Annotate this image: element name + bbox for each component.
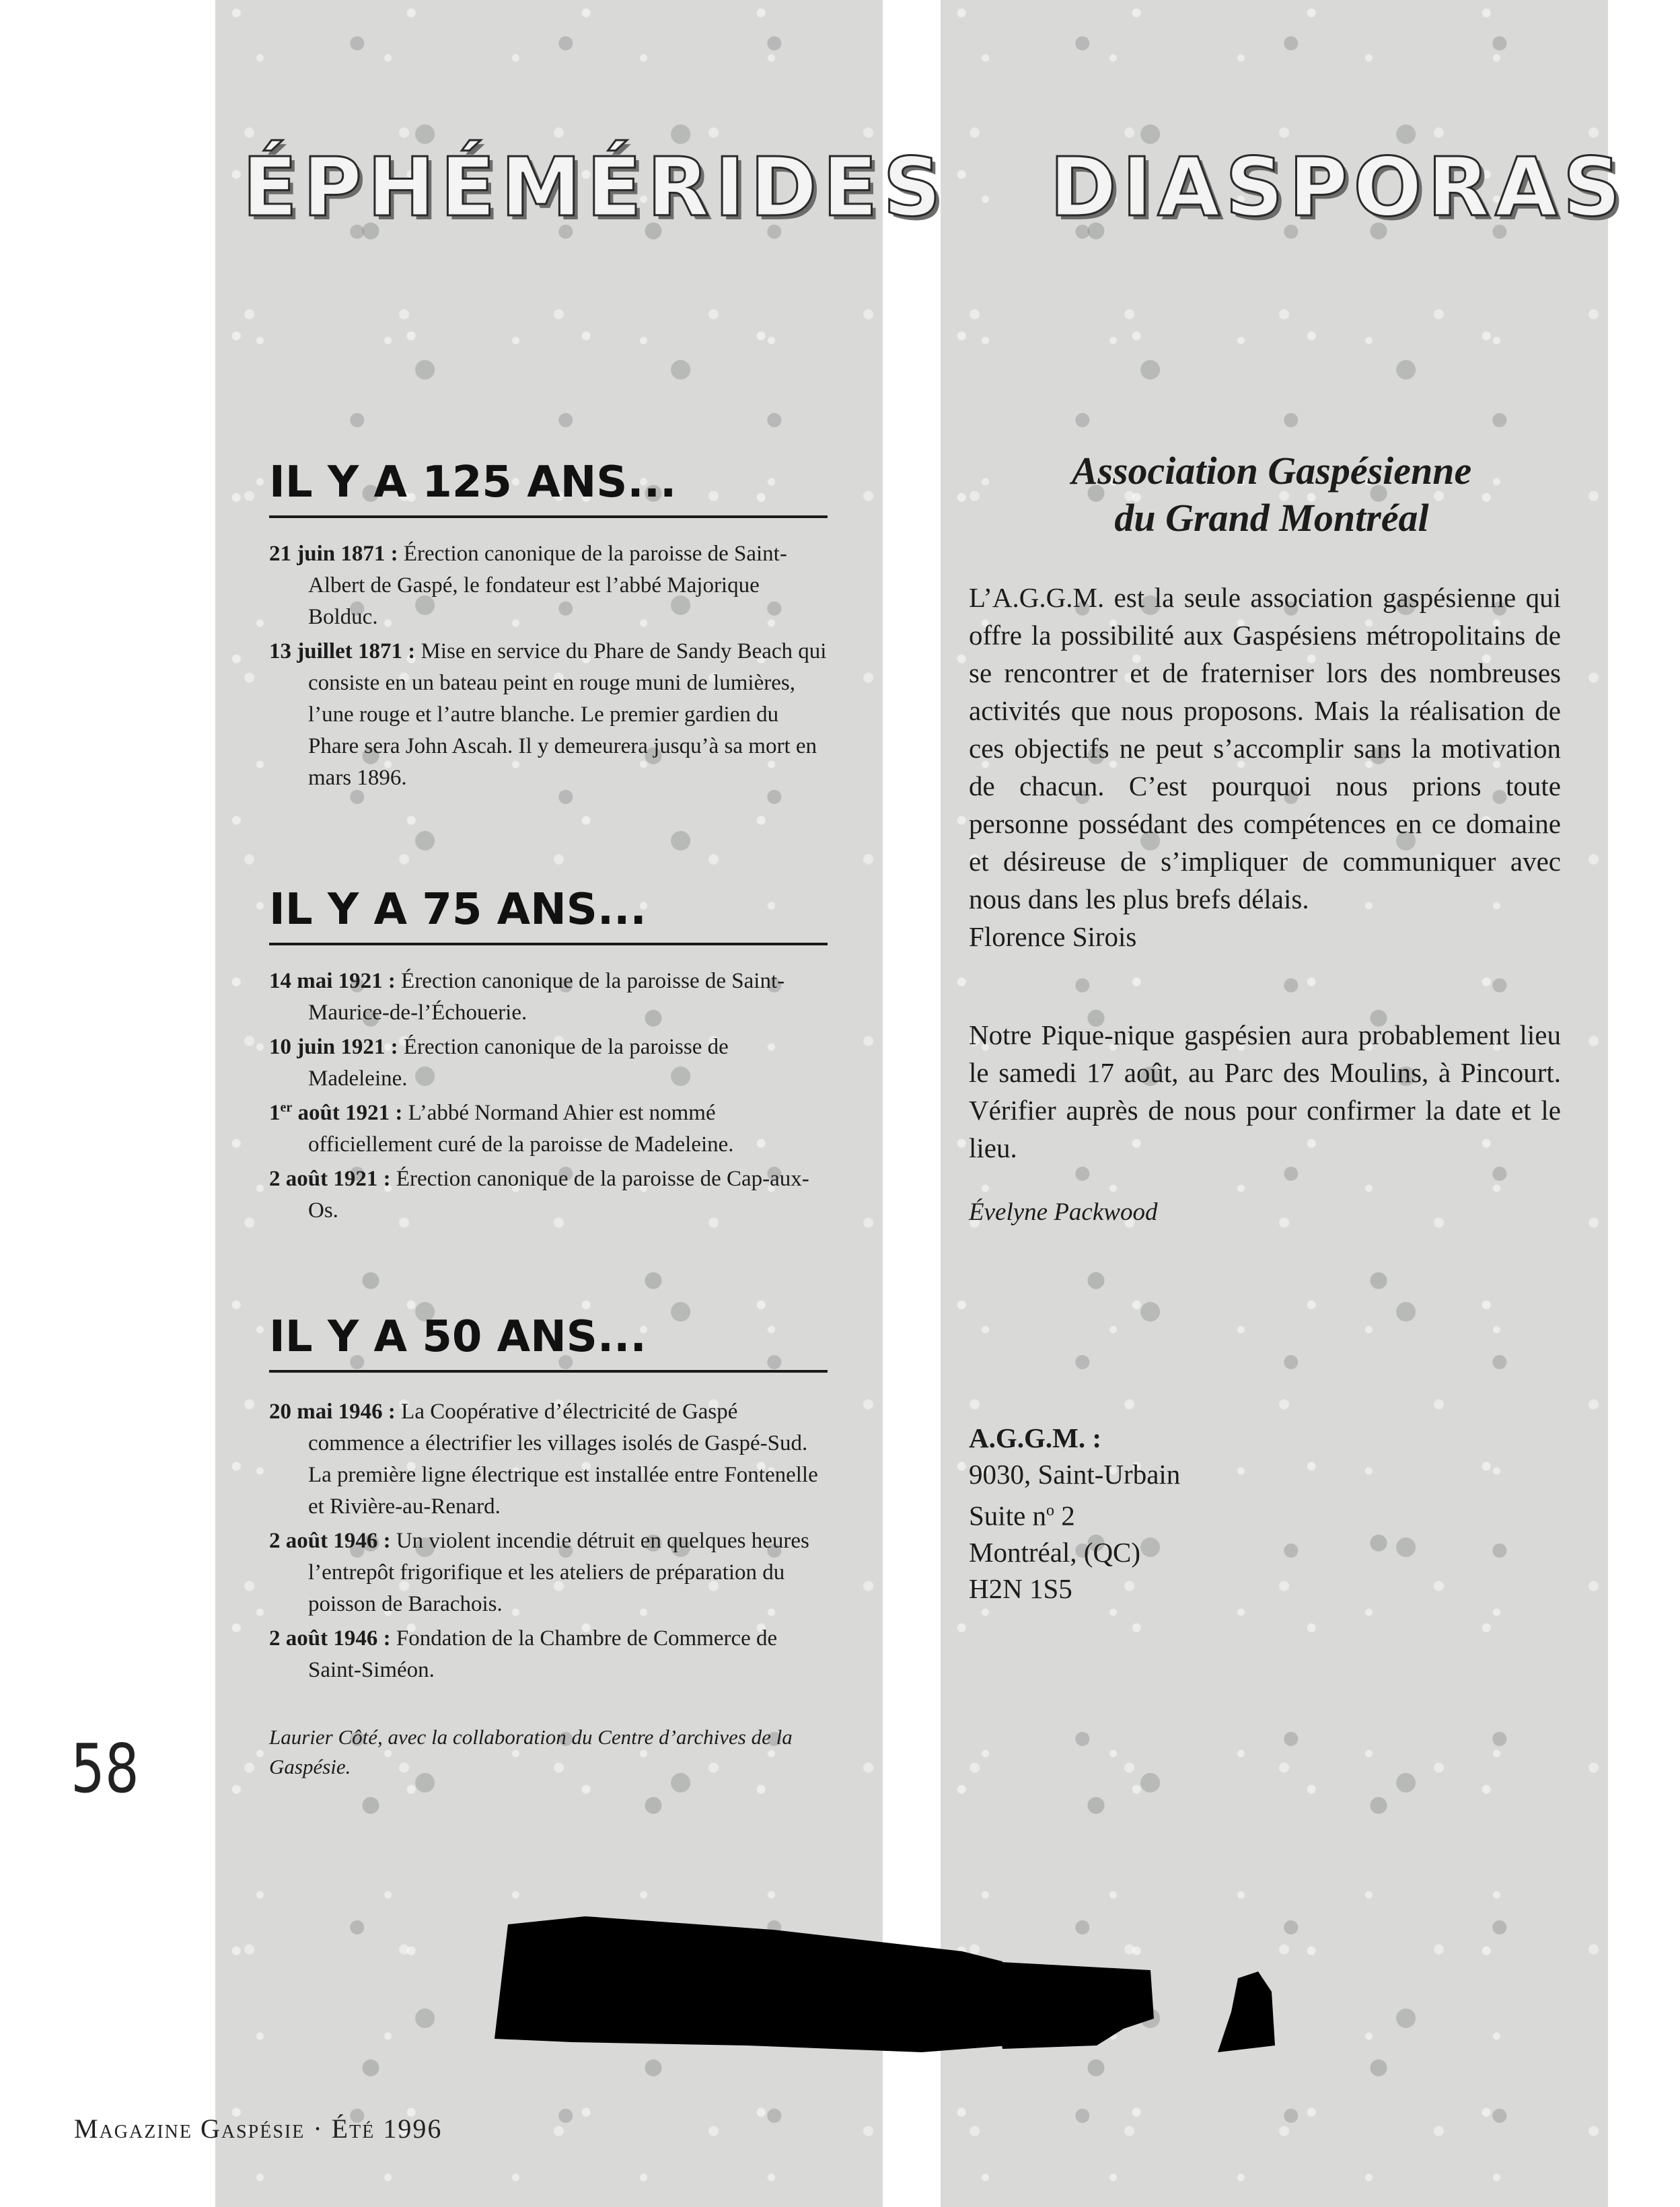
section-entries-50: [269, 1396, 828, 1689]
page-number: 58: [71, 1729, 139, 1808]
list-item: 21 juin 1871 : Érection canonique de la paroisse de Saint-Albert de Gaspé, le fondateur est l’abbé Majorique Bolduc.: [269, 542, 787, 629]
section-title-50: IL Y A 50 ANS...: [269, 1312, 828, 1373]
paragraph-signature: Florence Sirois: [969, 921, 1137, 952]
section-title-125: IL Y A 125 ANS...: [269, 458, 828, 518]
association-paragraph-2: Notre Pique-nique gaspésien aura probablement lieu le samedi 17 août, au Parc des Moulins, à Pincourt. Vérifier auprès de nous pour confirmer la date et le lieu.: [969, 1019, 1561, 1163]
signature: Évelyne Packwood: [969, 1198, 1158, 1226]
list-item: 2 août 1946 : Un violent incendie détruit en quelques heures l’entrepôt frigorifique et les ateliers de préparation du poisson de Barachois.: [269, 1529, 809, 1616]
diasporas-heading: DIASPORAS: [1050, 141, 1627, 235]
redaction-block: [491, 1911, 1299, 2066]
list-item: 14 mai 1921 : Érection canonique de la paroisse de Saint-Maurice-de-l’Échouerie.: [269, 969, 785, 1025]
ephemerides-heading: ÉPHÉMÉRIDES: [242, 141, 947, 235]
association-paragraph-1: L’A.G.G.M. est la seule association gaspésienne qui offre la possibilité aux Gaspésiens métropolitains de se rencontrer et de fraterniser lors des nombreuses activités que nous proposons. Mais la réalisation de ces objectifs ne peut s’accomplir sans la motivation de chacun. C’est pourquoi nous prions toute personne possédant des compétences en ce domaine et désireuse de s’impliquer de communiquer avec nous dans les plus brefs délais. Florence Sirois: [969, 579, 1561, 955]
list-item: 2 août 1946 : Fondation de la Chambre de Commerce de Saint-Siméon.: [269, 1626, 778, 1682]
list-item: 10 juin 1921 : Érection canonique de la paroisse de Madeleine.: [269, 1035, 729, 1091]
section-entries-125: [269, 538, 828, 797]
ephemerides-credit: Laurier Côté, avec la collaboration du Centre d’archives de la Gaspésie.: [269, 1725, 793, 1778]
section-entries-75: [269, 966, 828, 1229]
section-title-75: IL Y A 75 ANS...: [269, 885, 828, 945]
list-item: 1er août 1921 : L’abbé Normand Ahier est nommé officiellement curé de la paroisse de Madeleine.: [269, 1100, 734, 1157]
association-title: Association Gaspésienne du Grand Montréal: [1071, 449, 1472, 540]
list-item: 13 juillet 1871 : Mise en service du Phare de Sandy Beach qui consiste en un bateau peint en rouge muni de lumières, l’une rouge et l’autre blanche. Le premier gardien du Phare sera John Ascah. Il y demeurera jusqu’à sa mort en mars 1896.: [269, 639, 827, 790]
footer: Magazine Gaspésie · Été 1996: [74, 2113, 443, 2144]
address-label: A.G.G.M. :: [969, 1422, 1101, 1453]
list-item: 2 août 1921 : Érection canonique de la paroisse de Cap-aux-Os.: [269, 1167, 809, 1223]
address-block: A.G.G.M. : 9030, Saint-Urbain Suite $n^o$ 2 Montréal, (QC) H2N 1S5: [969, 1420, 1180, 1607]
list-item: 20 mai 1946 : La Coopérative d’électricité de Gaspé commence a électrifier les villages isolés de Gaspé-Sud. La première ligne électrique est installée entre Fontenelle et Rivière-au-Renard.: [269, 1400, 818, 1519]
